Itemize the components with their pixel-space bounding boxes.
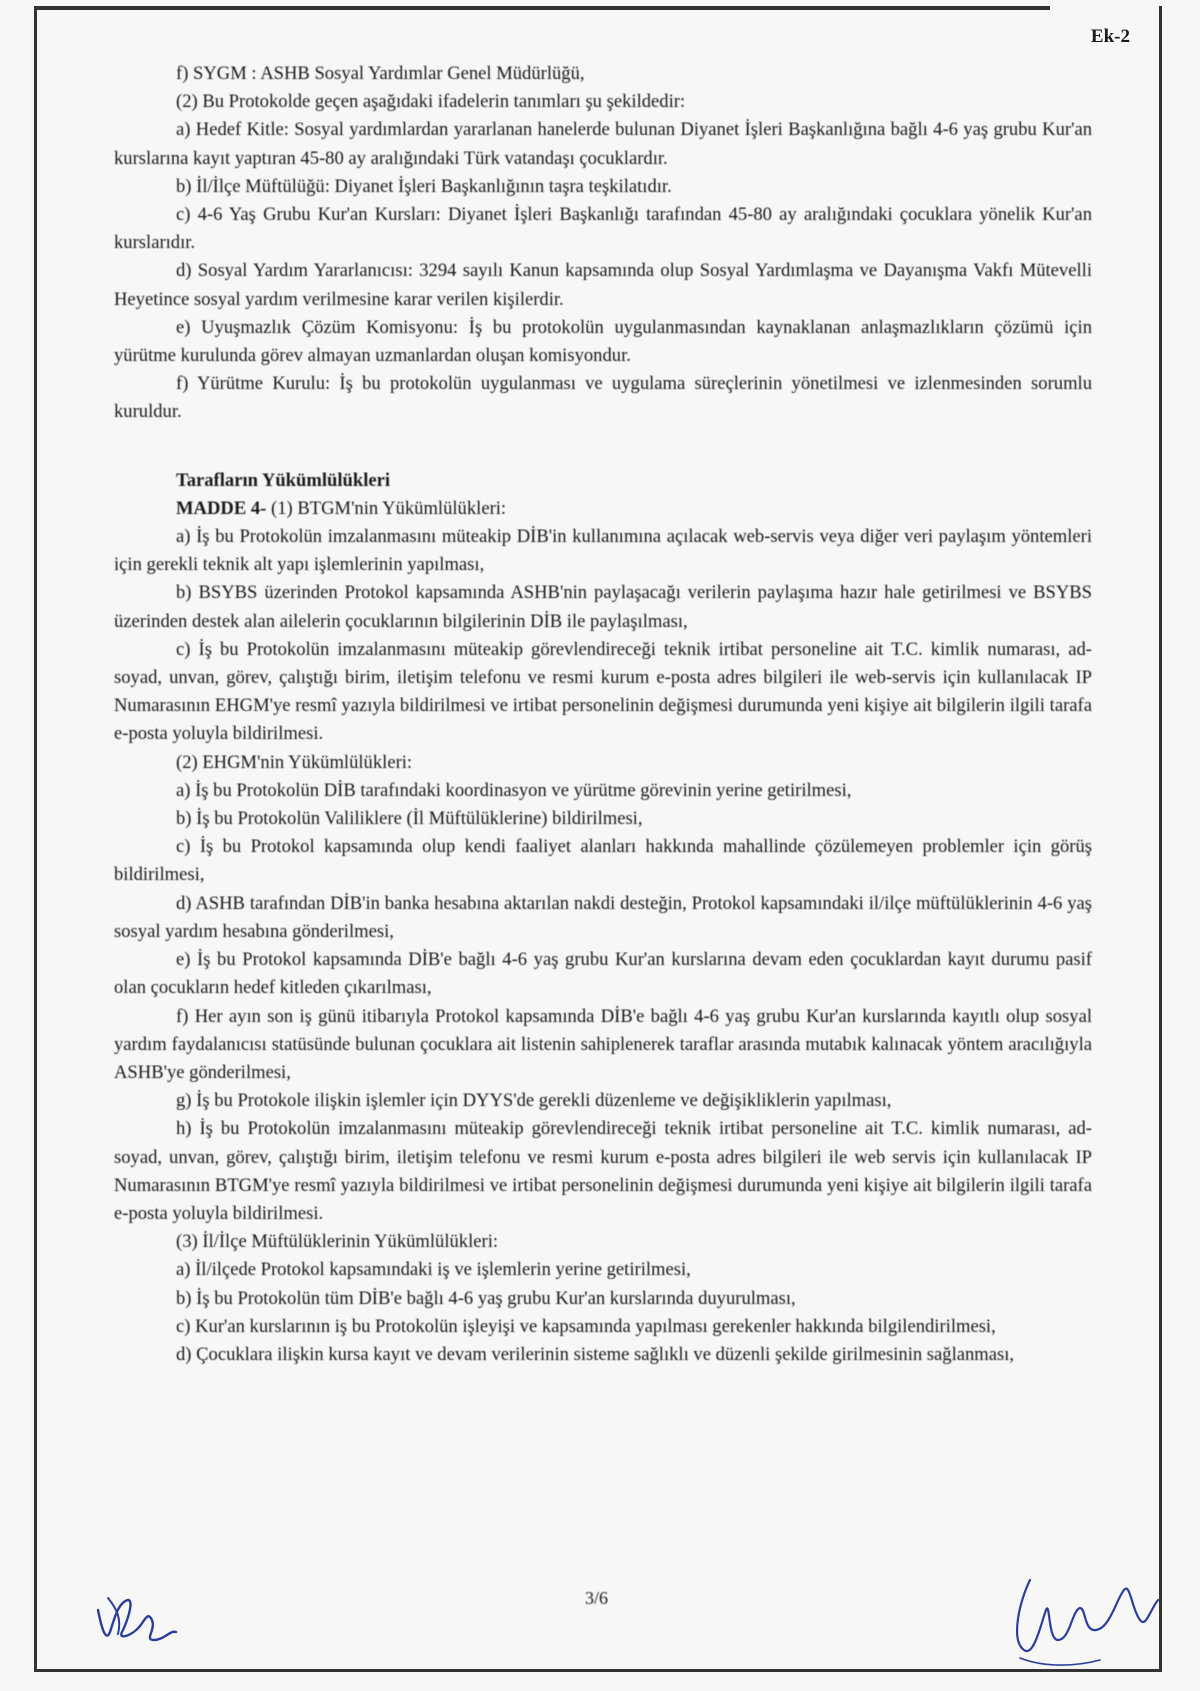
section3-item: a) İl/ilçede Protokol kapsamındaki iş ve işlemlerin yerine getirilmesi, [176, 1259, 691, 1281]
section3-item: c) Kur'an kurslarının iş bu Protokolün işleyişi ve kapsamında yapılması gerekenler hakkında bilgilendirilmesi, [176, 1315, 996, 1337]
section1-item: a) İş bu Protokolün imzalanmasını müteakip DİB'in kullanımına açılacak web-servis veya diğer veri paylaşım yöntemleri için gerekli teknik alt yapı işlemlerinin yapılması, [114, 526, 1092, 576]
section3-title: (3) İl/İlçe Müftülüklerinin Yükümlülükleri: [176, 1231, 499, 1253]
page-border-top [34, 6, 1050, 10]
section2-item: e) İş bu Protokol kapsamında DİB'e bağlı 4-6 yaş grubu Kur'an kurslarına devam eden çocuklardan kayıt durumu pasif olan çocukların hedef kitleden çıkarılması, [114, 949, 1092, 999]
definition-f-sygm: f) SYGM : ASHB Sosyal Yardımlar Genel Müdürlüğü, [176, 63, 585, 84]
article-line [114, 495, 1092, 523]
signature-left [88, 1580, 188, 1650]
signature-right [1000, 1540, 1170, 1680]
section2-item: h) İş bu Protokolün imzalanmasını müteakip görevlendireceği teknik irtibat personeline ait T.C. kimlik numarası, ad-soyad, unvan, görev, çalıştığı birim, iletişim telefonu ve resmi kurum e-posta adres bilgileri ile web servis için kullanılacak IP Numarasının BTGM'ye resmî yazıyla bildirilmesi ve irtibat personelinin değişmesi durumunda yeni kişiye ait bilgilerin ilgili tarafa e-posta yoluyla bildirilmesi. [114, 1118, 1092, 1224]
definition-c: c) 4-6 Yaş Grubu Kur'an Kursları: Diyanet İşleri Başkanlığı tarafından 45-80 ay aralığındaki çocuklara yönelik Kur'an kurslarıdır. [114, 204, 1092, 254]
document-body [114, 60, 1092, 1369]
definition-f: f) Yürütme Kurulu: İş bu protokolün uygulanması ve uygulama süreçlerinin yönetilmesi ve izlenmesinden sorumlu kuruldur. [114, 373, 1092, 423]
page-number: 3/6 [585, 1588, 609, 1608]
section2-item: b) İş bu Protokolün Valiliklere (İl Müftülüklerine) bildirilmesi, [176, 808, 643, 830]
article-label: MADDE 4- [176, 497, 267, 519]
definition-d: d) Sosyal Yardım Yararlanıcısı: 3294 sayılı Kanun kapsamında olup Sosyal Yardımlaşma ve Dayanışma Vakfı Mütevelli Heyetince sosyal yardım verilmesine karar verilen kişilerdir. [114, 260, 1092, 310]
section1-title: (1) BTGM'nin Yükümlülükleri: [271, 497, 507, 519]
section2-title: (2) EHGM'nin Yükümlülükleri: [176, 751, 413, 773]
section2-item: c) İş bu Protokol kapsamında olup kendi faaliyet alanları hakkında mahallinde çözülemeyen problemler için görüş bildirilmesi, [114, 836, 1092, 886]
section1-item: b) BSYBS üzerinden Protokol kapsamında ASHB'nin paylaşacağı verilerin paylaşıma hazır hale getirilmesi ve BSYBS üzerinden destek alan ailelerin çocuklarının bilgilerinin DİB ile paylaşılması, [114, 582, 1092, 632]
section3-item: b) İş bu Protokolün tüm DİB'e bağlı 4-6 yaş grubu Kur'an kurslarında duyurulması, [176, 1287, 796, 1309]
definitions-intro: (2) Bu Protokolde geçen aşağıdaki ifadelerin tanımları şu şekildedir: [176, 91, 686, 113]
definition-a: a) Hedef Kitle: Sosyal yardımlardan yararlanan hanelerde bulunan Diyanet İşleri Başkanlığına bağlı 4-6 yaş grubu Kur'an kurslarına kayıt yaptıran 45-80 ay aralığındaki Türk vatandaşı çocuklardır. [114, 119, 1092, 169]
section2-item: f) Her ayın son iş günü itibarıyla Protokol kapsamında DİB'e bağlı 4-6 yaş grubu Kur'an kurslarında kayıtlı olup sosyal yardım faydalanıcısı statüsünde bulunan çocuklara ait listenin sahiplenerek taraflar arasında mutabık kalınacak yöntem aracılığıyla ASHB'ye gönderilmesi, [114, 1005, 1092, 1083]
section2-item: d) ASHB tarafından DİB'in banka hesabına aktarılan nakdi desteğin, Protokol kapsamındaki il/ilçe müftülüklerinin 4-6 yaş sosyal yardım hesabına gönderilmesi, [114, 892, 1092, 942]
definition-e: e) Uyuşmazlık Çözüm Komisyonu: İş bu protokolün uygulanmasından kaynaklanan anlaşmazlıkların çözümü için yürütme kurulunda görev almayan uzmanlardan oluşan komisyondur. [114, 316, 1092, 367]
section2-item: g) İş bu Protokole ilişkin işlemler için DYYS'de gerekli düzenleme ve değişikliklerin yapılması, [176, 1090, 892, 1112]
definition-b: b) İl/İlçe Müftülüğü: Diyanet İşleri Başkanlığının taşra teşkilatıdır. [176, 175, 672, 197]
section-heading: Tarafların Yükümlülükleri [176, 469, 391, 491]
section3-item: d) Çocuklara ilişkin kursa kayıt ve devam verilerinin sisteme sağlıklı ve düzenli şekilde girilmesinin sağlanması, [176, 1343, 1015, 1365]
section-gap [114, 427, 1092, 467]
section1-item: c) İş bu Protokolün imzalanmasını müteakip görevlendireceği teknik irtibat personeline ait T.C. kimlik numarası, ad-soyad, unvan, görev, çalıştığı birim, iletişim telefonu ve resmi kurum e-posta adres bilgileri ile web-servis için kullanılacak IP Numarasının EHGM'ye resmî yazıyla bildirilmesi ve irtibat personelinin değişmesi durumunda yeni kişiye ait bilgilerin ilgili tarafa e-posta yoluyla bildirilmesi. [114, 638, 1092, 745]
section2-item: a) İş bu Protokolün DİB tarafındaki koordinasyon ve yürütme görevinin yerine getirilmesi, [176, 779, 852, 801]
annex-label: Ek-2 [1090, 26, 1130, 47]
